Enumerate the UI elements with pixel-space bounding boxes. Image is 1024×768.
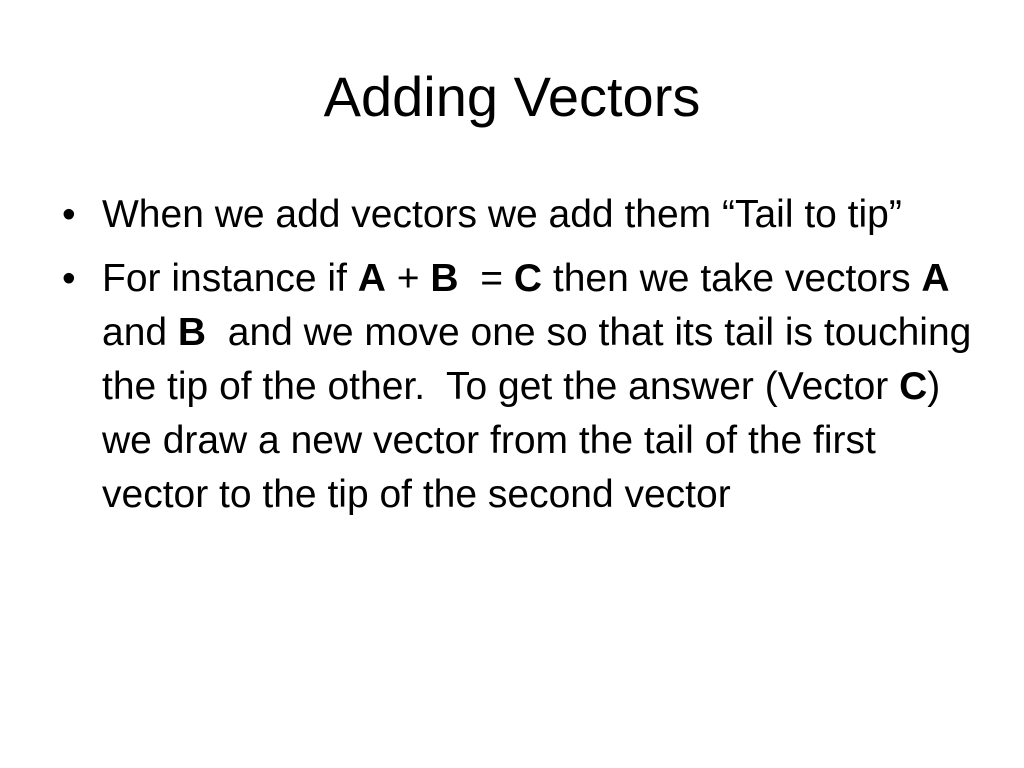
text-run: = (458, 257, 514, 300)
bullet-list (56, 188, 983, 532)
bullet-text: When we add vectors we add them “Tail to tip” (102, 193, 902, 236)
bullet-icon: • (62, 193, 76, 236)
text-run: ) we draw a new vector from the tail of the first vector to the tip of the second vector (102, 365, 941, 516)
text-run: + (385, 257, 431, 300)
slide-title: Adding Vectors (323, 65, 701, 128)
bullet-icon: • (62, 257, 76, 300)
vector-label-a: A (921, 257, 950, 300)
text-run: and (102, 311, 178, 354)
bullet-item-example (56, 252, 983, 522)
vector-label-b: B (177, 311, 207, 354)
bullet-text (102, 257, 982, 516)
vector-label-c: C (899, 365, 928, 408)
text-run: then we take vectors (542, 257, 922, 300)
bullet-item-tail-to-tip (56, 188, 976, 242)
text-run: and we move one so that its tail is touching the tip of the other. To get the answer (Vector (102, 311, 983, 408)
text-run: For instance if (102, 257, 358, 300)
vector-label-a: A (357, 257, 386, 300)
vector-label-b: B (430, 257, 459, 300)
vector-label-c: C (513, 257, 543, 300)
